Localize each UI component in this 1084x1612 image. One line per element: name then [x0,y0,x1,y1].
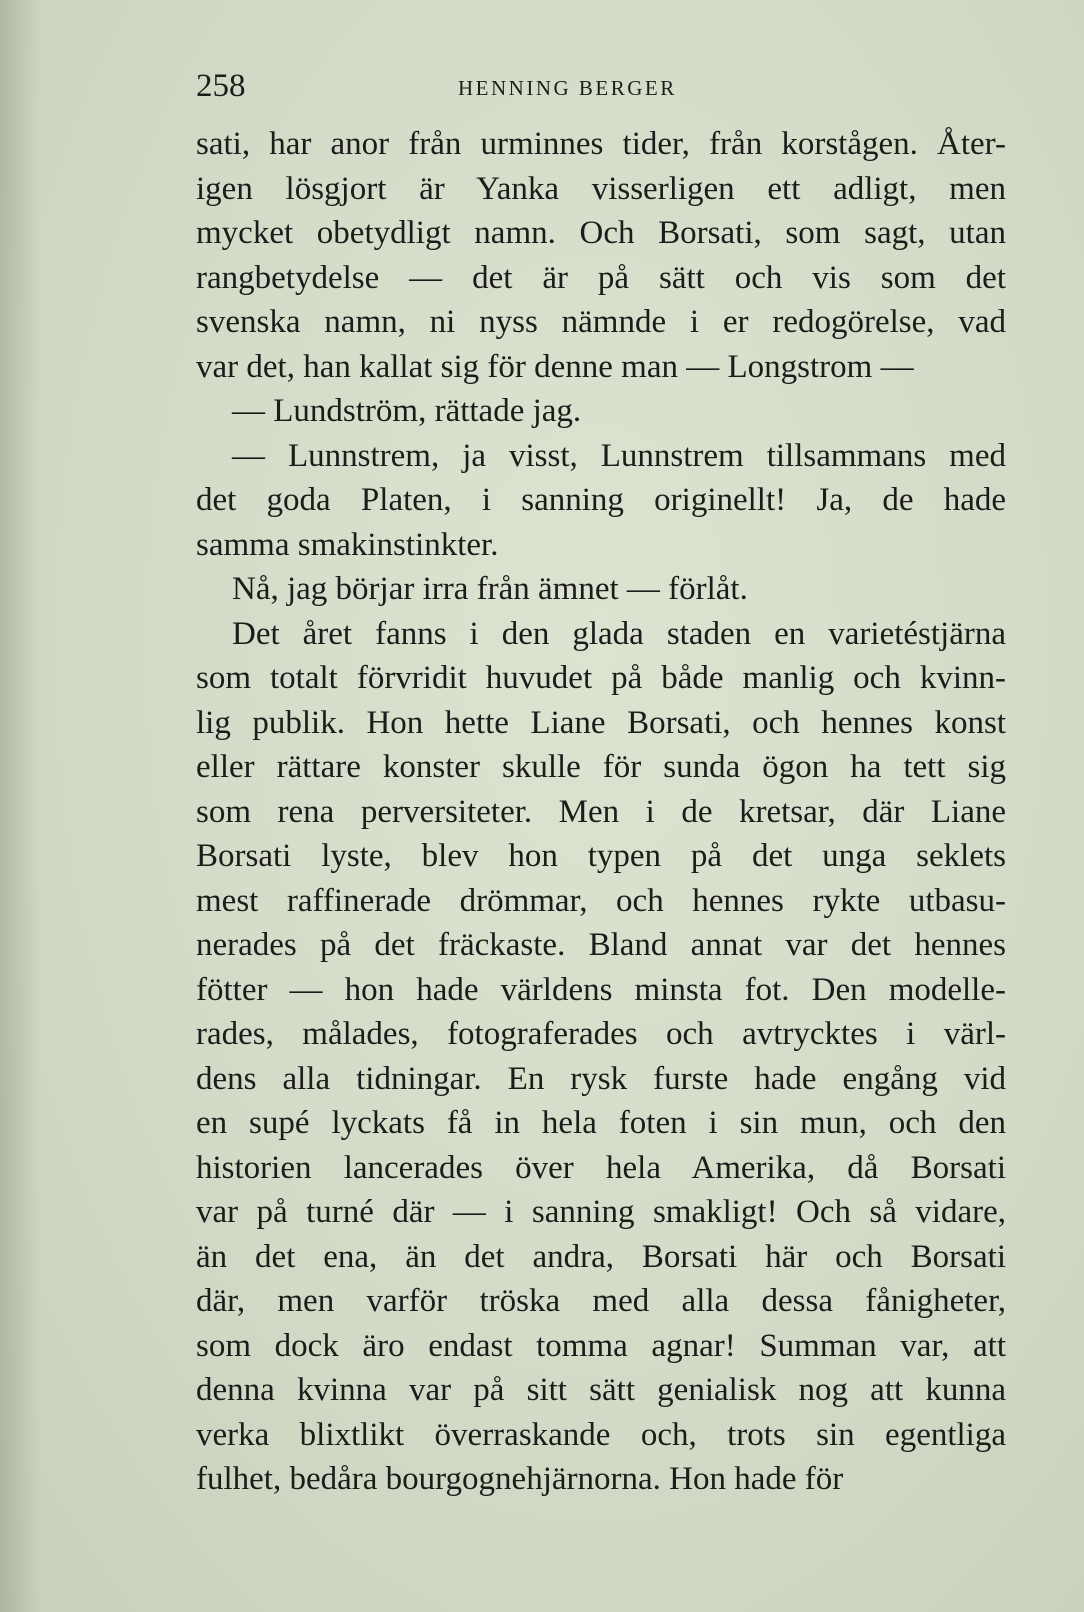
body-text [196,122,1006,1502]
text-line: fötter — hon hade världens minsta fot. Den modelle- [196,971,1006,1008]
text-line: historien lancerades över hela Amerika, då Borsati [196,1149,1006,1186]
paragraph [196,612,1006,1502]
text-line: eller rättare konster skulle för sunda ögon ha tett sig [196,749,1006,785]
text-line: en supé lyckats få in hela foten i sin mun, och den [196,1105,1006,1141]
text-line: lig publik. Hon hette Liane Borsati, och hennes konst [196,704,1006,741]
text-line: som rena perversiteter. Men i de kretsar, där Liane [196,793,1006,830]
text-line: sati, har anor från urminnes tider, från korstågen. Åter- [196,126,1006,162]
text-line: svenska namn, ni nyss nämnde i er redogörelse, vad [196,304,1006,340]
text-line: verka blixtlikt överraskande och, trots sin egentliga [196,1416,1006,1453]
paragraph [196,434,1006,568]
paragraph [196,567,1006,612]
text-line: igen lösgjort är Yanka visserligen ett adligt, men [196,170,1006,207]
text-line: Borsati lyste, blev hon typen på det unga seklets [196,838,1006,874]
text-line: än det ena, än det andra, Borsati här och Borsati [196,1238,1006,1275]
text-line: var på turné där — i sanning smakligt! Och så vidare, [196,1194,1006,1230]
text-line: denna kvinna var på sitt sätt genialisk nog att kunna [196,1372,1006,1408]
text-line: Det året fanns i den glada staden en varietéstjärna [232,615,1006,652]
text-line: nerades på det fräckaste. Bland annat var det hennes [196,927,1006,963]
text-line: rades, målades, fotograferades och avtrycktes i värl- [196,1016,1006,1052]
text-line: det goda Platen, i sanning originellt! Ja, de hade [196,482,1006,518]
paragraph [196,389,1006,434]
page-header [196,66,996,106]
text-line: mycket obetydligt namn. Och Borsati, som sagt, utan [196,215,1006,251]
text-line: fulhet, bedåra bourgognehjärnorna. Hon hade för [196,1461,844,1497]
text-line: som dock äro endast tomma agnar! Summan var, att [196,1327,1006,1364]
text-line: — Lundström, rättade jag. [232,393,582,429]
page-number: 258 [196,68,246,104]
text-line: samma smakinstinkter. [196,526,499,563]
spine-shadow [0,0,40,1612]
text-line: dens alla tidningar. En rysk furste hade engång vid [196,1060,1006,1097]
text-line: där, men varför tröska med alla dessa fånigheter, [196,1283,1006,1319]
text-line: var det, han kallat sig för denne man — Longstrom — [196,348,914,385]
text-line: som totalt förvridit huvudet på både manlig och kvinn- [196,660,1006,696]
running-head: HENNING BERGER [458,76,677,100]
text-line: mest raffinerade drömmar, och hennes rykte utbasu- [196,882,1006,919]
paragraph [196,122,1006,389]
text-line: — Lunnstrem, ja visst, Lunnstrem tillsammans med [232,437,1006,474]
text-line: rangbetydelse — det är på sätt och vis som det [196,259,1006,296]
text-line: Nå, jag börjar irra från ämnet — förlåt. [232,571,748,607]
